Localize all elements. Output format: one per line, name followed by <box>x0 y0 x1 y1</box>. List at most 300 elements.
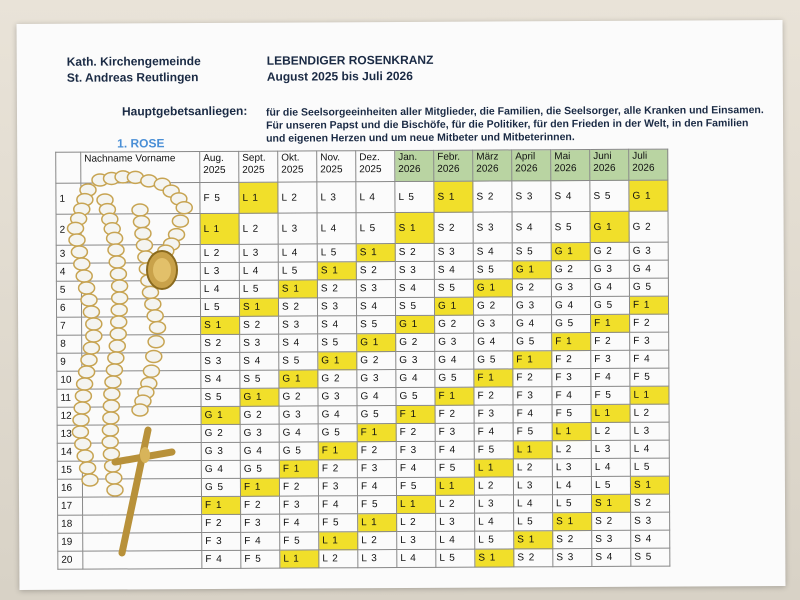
year-label: 2025 <box>203 164 226 177</box>
mystery-cell: G 1 <box>357 334 396 352</box>
mystery-cell: S 3 <box>512 181 551 212</box>
mystery-cell: L 2 <box>552 441 591 459</box>
month-label: Dez. <box>359 152 380 164</box>
month-header <box>356 151 395 182</box>
mystery-cell: F 2 <box>474 387 513 405</box>
mystery-cell: G 2 <box>512 279 551 297</box>
row-number: 6 <box>56 299 81 317</box>
mystery-cell: G 4 <box>201 460 240 478</box>
mystery-cell: L 5 <box>239 280 278 298</box>
mystery-cell: S 2 <box>514 549 553 567</box>
mystery-cell: L 3 <box>591 440 630 458</box>
mystery-cell: L 1 <box>396 495 435 513</box>
mystery-cell: S 3 <box>553 549 592 567</box>
row-number: 5 <box>56 281 81 299</box>
member-name <box>82 317 201 336</box>
mystery-cell: F 3 <box>357 460 396 478</box>
mystery-cell: G 2 <box>318 370 357 388</box>
mystery-cell: F 2 <box>630 314 669 332</box>
mystery-cell: F 4 <box>280 514 319 532</box>
mystery-cell: G 4 <box>357 388 396 406</box>
year-label: 2025 <box>320 164 343 176</box>
month-header <box>629 149 668 180</box>
mystery-cell: S 1 <box>239 298 278 316</box>
mystery-cell: F 3 <box>552 369 591 387</box>
mystery-cell: F 5 <box>591 386 630 404</box>
intentions-text <box>266 104 766 146</box>
mystery-cell: F 1 <box>474 369 513 387</box>
mystery-cell: F 2 <box>591 332 630 350</box>
mystery-cell: L 1 <box>513 441 552 459</box>
mystery-cell: S 2 <box>317 280 356 298</box>
member-name <box>81 245 200 264</box>
mystery-cell: G 5 <box>201 478 240 496</box>
month-label: April <box>515 151 536 163</box>
table-body <box>56 180 670 569</box>
mystery-cell: F 5 <box>552 405 591 423</box>
month-header <box>317 151 356 182</box>
mystery-cell: S 4 <box>279 334 318 352</box>
mystery-cell: G 3 <box>279 406 318 424</box>
month-header <box>278 151 317 182</box>
month-label: Febr. <box>437 151 461 163</box>
mystery-cell: S 5 <box>357 316 396 334</box>
mystery-cell: G 5 <box>318 424 357 442</box>
mystery-cell: G 2 <box>201 424 240 442</box>
month-header <box>551 150 590 181</box>
mystery-cell: F 4 <box>241 532 280 550</box>
mystery-cell: L 2 <box>278 182 317 213</box>
mystery-cell: F 2 <box>513 369 552 387</box>
mystery-cell: G 2 <box>473 297 512 315</box>
mystery-cell: S 1 <box>395 212 434 243</box>
mystery-cell: L 3 <box>436 513 475 531</box>
mystery-cell: G 1 <box>512 261 551 279</box>
month-label: Mai <box>554 151 571 163</box>
mystery-cell: S 4 <box>592 548 631 566</box>
mystery-cell: L 5 <box>630 458 669 476</box>
mystery-cell: G 2 <box>435 315 474 333</box>
mystery-cell: G 2 <box>629 211 668 242</box>
mystery-cell: F 1 <box>202 496 241 514</box>
mystery-cell: L 5 <box>436 549 475 567</box>
mystery-cell: S 5 <box>318 334 357 352</box>
mystery-cell: F 1 <box>318 442 357 460</box>
mystery-cell: S 3 <box>434 243 473 261</box>
mystery-cell: G 3 <box>435 333 474 351</box>
mystery-cell: S 1 <box>201 316 240 334</box>
mystery-cell: F 5 <box>435 459 474 477</box>
mystery-cell: F 3 <box>241 514 280 532</box>
intentions-line-3: und eigenen Herzen und um neue Mitbeter und Mitbeterinnen. <box>266 131 575 145</box>
mystery-cell: G 2 <box>279 388 318 406</box>
member-name <box>81 299 200 318</box>
mystery-cell: S 5 <box>590 180 629 211</box>
mystery-cell: L 2 <box>200 244 239 262</box>
month-label: Jan. <box>398 151 418 164</box>
mystery-cell: F 3 <box>630 332 669 350</box>
mystery-cell: S 3 <box>201 352 240 370</box>
mystery-cell: F 4 <box>318 496 357 514</box>
mystery-cell: F 4 <box>435 441 474 459</box>
year-label: 2026 <box>593 162 616 174</box>
year-label: 2026 <box>515 163 538 175</box>
member-name <box>82 461 201 480</box>
mystery-cell: L 4 <box>436 531 475 549</box>
mystery-cell: L 5 <box>475 531 514 549</box>
mystery-cell: L 4 <box>397 549 436 567</box>
mystery-cell: G 1 <box>240 388 279 406</box>
mystery-cell: G 1 <box>590 211 629 242</box>
parish-line-1: Kath. Kirchengemeinde <box>66 54 201 69</box>
mystery-cell: L 2 <box>435 495 474 513</box>
mystery-cell: F 2 <box>318 460 357 478</box>
document-title <box>267 52 434 85</box>
mystery-cell: F 5 <box>319 514 358 532</box>
mystery-cell: L 3 <box>474 495 513 513</box>
parish-line-2: St. Andreas Reutlingen <box>66 70 199 85</box>
mystery-cell: S 4 <box>318 316 357 334</box>
mystery-cell: S 3 <box>592 530 631 548</box>
mystery-cell: S 3 <box>473 212 512 243</box>
mystery-cell: L 1 <box>200 213 239 244</box>
mystery-cell: F 4 <box>396 459 435 477</box>
mystery-cell: S 4 <box>395 279 434 297</box>
table-header-row <box>56 149 668 183</box>
mystery-cell: G 1 <box>201 406 240 424</box>
title-line: LEBENDIGER ROSENKRANZ <box>266 52 434 68</box>
mystery-cell: G 3 <box>240 424 279 442</box>
mystery-cell: S 5 <box>395 297 434 315</box>
mystery-cell: G 4 <box>513 315 552 333</box>
period-line: August 2025 bis Juli 2026 <box>266 68 413 84</box>
mystery-cell: L 1 <box>358 514 397 532</box>
mystery-cell: S 2 <box>356 262 395 280</box>
member-name <box>83 533 202 552</box>
mystery-cell: F 2 <box>279 478 318 496</box>
mystery-cell: G 5 <box>240 460 279 478</box>
mystery-cell: F 1 <box>396 405 435 423</box>
year-label: 2025 <box>242 164 265 176</box>
month-header <box>395 150 434 181</box>
mystery-cell: G 4 <box>240 442 279 460</box>
month-header <box>434 150 473 181</box>
year-label: 2026 <box>398 163 421 176</box>
mystery-cell: F 5 <box>280 532 319 550</box>
month-label: Aug. <box>203 152 224 165</box>
mystery-cell: S 4 <box>631 530 670 548</box>
member-name <box>83 551 202 570</box>
month-label: Okt. <box>281 152 300 164</box>
mystery-cell: L 4 <box>239 262 278 280</box>
mystery-cell: S 1 <box>475 549 514 567</box>
mystery-cell: S 2 <box>630 494 669 512</box>
row-number: 2 <box>56 214 81 245</box>
number-header <box>56 152 81 183</box>
mystery-cell: G 4 <box>474 333 513 351</box>
row-number: 8 <box>57 335 82 353</box>
mystery-cell: S 3 <box>279 316 318 334</box>
mystery-cell: F 5 <box>474 441 513 459</box>
mystery-cell: F 1 <box>279 460 318 478</box>
member-name <box>82 443 201 462</box>
mystery-cell: L 2 <box>591 422 630 440</box>
row-number: 12 <box>57 407 82 425</box>
mystery-cell: S 1 <box>356 244 395 262</box>
mystery-cell: F 2 <box>435 405 474 423</box>
mystery-cell: G 5 <box>357 406 396 424</box>
mystery-cell: L 3 <box>630 422 669 440</box>
mystery-cell: G 5 <box>513 333 552 351</box>
mystery-cell: S 2 <box>592 512 631 530</box>
mystery-cell: S 1 <box>434 181 473 212</box>
row-number: 4 <box>56 263 81 281</box>
member-name <box>82 425 201 444</box>
mystery-cell: F 3 <box>591 350 630 368</box>
mystery-cell: G 1 <box>396 315 435 333</box>
mystery-cell: S 1 <box>514 531 553 549</box>
mystery-cell: F 2 <box>240 496 279 514</box>
mystery-cell: S 2 <box>553 531 592 549</box>
mystery-cell: S 1 <box>630 476 669 494</box>
table-row <box>56 211 668 245</box>
mystery-cell: L 3 <box>358 550 397 568</box>
mystery-cell: S 4 <box>512 212 551 243</box>
mystery-cell: S 4 <box>434 261 473 279</box>
mystery-cell: S 3 <box>631 512 670 530</box>
mystery-cell: L 1 <box>474 459 513 477</box>
mystery-cell: S 2 <box>473 181 512 212</box>
row-number: 13 <box>57 425 82 443</box>
mystery-cell: F 1 <box>240 478 279 496</box>
year-label: 2025 <box>359 164 382 176</box>
mystery-cell: F 5 <box>241 550 280 568</box>
mystery-cell: G 5 <box>396 387 435 405</box>
month-label: Juli <box>632 150 648 162</box>
month-header <box>590 149 629 180</box>
month-header <box>473 150 512 181</box>
month-label: Juni <box>593 150 612 162</box>
mystery-cell: G 5 <box>629 278 668 296</box>
mystery-cell: L 2 <box>358 532 397 550</box>
mystery-cell: G 3 <box>201 442 240 460</box>
mystery-cell: S 1 <box>591 494 630 512</box>
mystery-cell: F 1 <box>435 387 474 405</box>
mystery-cell: L 2 <box>513 459 552 477</box>
mystery-cell: G 5 <box>590 296 629 314</box>
mystery-cell: F 5 <box>396 477 435 495</box>
mystery-cell: F 3 <box>513 387 552 405</box>
row-number: 3 <box>56 245 81 263</box>
section-title: 1. ROSE <box>117 136 165 151</box>
mystery-cell: L 2 <box>397 513 436 531</box>
mystery-cell: S 3 <box>317 298 356 316</box>
month-label: Nov. <box>320 152 341 164</box>
year-label: 2025 <box>281 164 304 176</box>
member-name <box>81 281 200 300</box>
mystery-cell: S 1 <box>278 280 317 298</box>
mystery-cell: G 3 <box>512 297 551 315</box>
month-label: Sept. <box>242 152 266 164</box>
mystery-cell: F 5 <box>200 182 239 213</box>
row-number: 17 <box>58 497 83 515</box>
mystery-cell: G 1 <box>279 370 318 388</box>
mystery-cell: G 4 <box>396 369 435 387</box>
parish-name <box>67 53 201 86</box>
mystery-cell: S 3 <box>395 261 434 279</box>
mystery-cell: S 5 <box>434 279 473 297</box>
mystery-cell: S 5 <box>201 388 240 406</box>
mystery-cell: L 5 <box>514 513 553 531</box>
mystery-cell: S 5 <box>512 243 551 261</box>
mystery-cell: F 3 <box>202 532 241 550</box>
mystery-cell: L 2 <box>630 404 669 422</box>
mystery-cell: F 2 <box>357 442 396 460</box>
mystery-cell: F 4 <box>591 368 630 386</box>
name-header: Nachname Vorname <box>81 152 200 184</box>
mystery-cell: L 3 <box>552 459 591 477</box>
mystery-cell: L 4 <box>552 477 591 495</box>
mystery-cell: G 4 <box>435 351 474 369</box>
mystery-cell: F 5 <box>513 423 552 441</box>
row-number: 19 <box>58 533 83 551</box>
member-name <box>82 479 201 498</box>
mystery-cell: L 4 <box>200 280 239 298</box>
row-number: 11 <box>57 389 82 407</box>
mystery-cell: S 3 <box>240 334 279 352</box>
mystery-cell: S 1 <box>317 262 356 280</box>
mystery-cell: L 4 <box>475 513 514 531</box>
mystery-cell: G 4 <box>629 260 668 278</box>
row-number: 15 <box>57 461 82 479</box>
row-number: 1 <box>56 183 81 214</box>
mystery-cell: F 4 <box>552 387 591 405</box>
mystery-cell: F 2 <box>396 423 435 441</box>
mystery-cell: G 5 <box>435 369 474 387</box>
member-name <box>82 371 201 390</box>
mystery-cell: L 1 <box>319 532 358 550</box>
mystery-cell: F 1 <box>591 314 630 332</box>
member-name <box>81 214 200 246</box>
mystery-cell: L 1 <box>435 477 474 495</box>
mystery-cell: F 4 <box>357 478 396 496</box>
year-label: 2026 <box>476 163 499 175</box>
mystery-cell: S 2 <box>434 212 473 243</box>
mystery-cell: L 3 <box>239 244 278 262</box>
mystery-cell: F 3 <box>474 405 513 423</box>
month-header <box>200 151 239 182</box>
mystery-cell: S 5 <box>473 261 512 279</box>
mystery-cell: L 1 <box>630 386 669 404</box>
table-row <box>58 548 670 569</box>
mystery-cell: S 2 <box>278 298 317 316</box>
mystery-cell: S 1 <box>553 513 592 531</box>
mystery-cell: L 4 <box>513 495 552 513</box>
mystery-cell: G 1 <box>318 352 357 370</box>
mystery-cell: G 1 <box>434 297 473 315</box>
table-row <box>56 180 668 214</box>
mystery-cell: G 3 <box>396 351 435 369</box>
mystery-cell: L 4 <box>317 213 356 244</box>
mystery-cell: S 5 <box>279 352 318 370</box>
mystery-cell: S 4 <box>551 181 590 212</box>
mystery-cell: G 5 <box>474 351 513 369</box>
mystery-cell: L 1 <box>239 182 278 213</box>
mystery-cell: L 2 <box>474 477 513 495</box>
mystery-cell: G 2 <box>551 261 590 279</box>
mystery-cell: L 4 <box>278 244 317 262</box>
row-number: 20 <box>58 551 83 569</box>
member-name <box>82 407 201 426</box>
member-name <box>82 389 201 408</box>
mystery-cell: G 3 <box>474 315 513 333</box>
mystery-cell: F 4 <box>513 405 552 423</box>
mystery-cell: G 3 <box>629 242 668 260</box>
mystery-cell: L 4 <box>356 182 395 213</box>
mystery-cell: L 5 <box>591 476 630 494</box>
month-header <box>512 150 551 181</box>
mystery-cell: G 3 <box>590 260 629 278</box>
mystery-cell: S 5 <box>240 370 279 388</box>
mystery-cell: L 5 <box>317 244 356 262</box>
mystery-cell: G 2 <box>357 352 396 370</box>
mystery-cell: G 1 <box>473 279 512 297</box>
mystery-cell: F 4 <box>474 423 513 441</box>
mystery-cell: S 5 <box>551 212 590 243</box>
mystery-cell: F 4 <box>202 550 241 568</box>
mystery-cell: F 3 <box>435 423 474 441</box>
member-name <box>83 497 202 516</box>
row-number: 7 <box>57 317 82 335</box>
mystery-cell: L 1 <box>552 423 591 441</box>
mystery-cell: L 5 <box>395 181 434 212</box>
mystery-cell: L 3 <box>513 477 552 495</box>
mystery-cell: S 2 <box>395 243 434 261</box>
mystery-cell: G 3 <box>318 388 357 406</box>
intentions-line-1: für die Seelsorgeeinheiten aller Mitglieder, die Familien, die Seelsorger, alle Kranken und Einsamen. <box>265 104 764 119</box>
mystery-cell: L 3 <box>200 262 239 280</box>
mystery-cell: L 2 <box>319 550 358 568</box>
mystery-cell: L 1 <box>591 404 630 422</box>
mystery-cell: S 4 <box>240 352 279 370</box>
mystery-cell: G 4 <box>590 278 629 296</box>
mystery-cell: L 3 <box>397 531 436 549</box>
member-name <box>82 335 201 354</box>
mystery-cell: G 4 <box>551 297 590 315</box>
mystery-cell: L 2 <box>239 213 278 244</box>
mystery-cell: L 3 <box>278 213 317 244</box>
row-number: 18 <box>58 515 83 533</box>
mystery-cell: G 2 <box>240 406 279 424</box>
mystery-cell: S 5 <box>631 548 670 566</box>
mystery-cell: L 4 <box>630 440 669 458</box>
mystery-cell: F 1 <box>629 296 668 314</box>
mystery-cell: L 5 <box>552 495 591 513</box>
mystery-cell: F 1 <box>513 351 552 369</box>
mystery-cell: F 3 <box>318 478 357 496</box>
intentions-label: Hauptgebetsanliegen: <box>121 103 248 119</box>
mystery-cell: F 3 <box>279 496 318 514</box>
month-label: März <box>476 151 499 163</box>
mystery-cell: L 5 <box>278 262 317 280</box>
mystery-cell: G 2 <box>396 333 435 351</box>
mystery-cell: F 4 <box>630 350 669 368</box>
row-number: 9 <box>57 353 82 371</box>
mystery-cell: S 4 <box>356 298 395 316</box>
mystery-cell: G 5 <box>552 315 591 333</box>
mystery-cell: G 5 <box>279 442 318 460</box>
intentions-line-2: Für unseren Papst und die Bischöfe, für die Politiker, für den Frieden in der Welt, in den Familien <box>266 117 749 132</box>
